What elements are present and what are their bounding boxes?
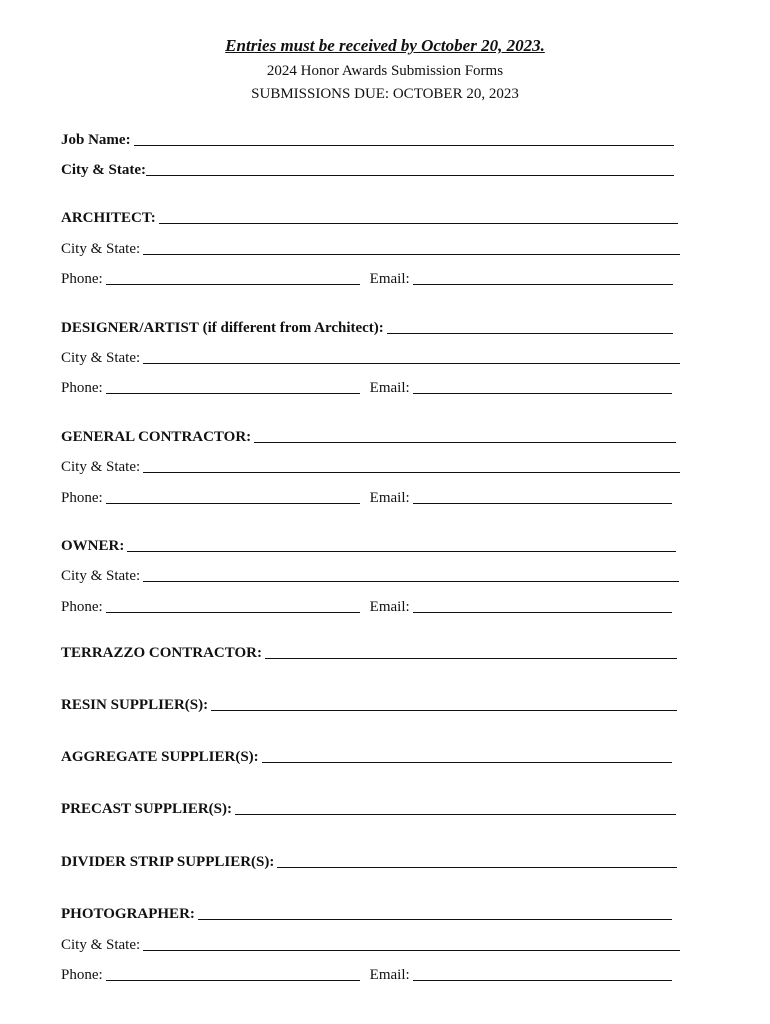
owner-contact-row [61, 594, 672, 616]
photographer-city-row [61, 932, 680, 954]
job-name-row [61, 127, 674, 149]
aggregate-row [61, 744, 672, 766]
designer-row [61, 315, 673, 337]
photographer-row [61, 901, 672, 923]
architect-city-row [61, 236, 680, 258]
resin-field[interactable] [211, 695, 677, 711]
resin-label: RESIN SUPPLIER(S): [61, 697, 209, 713]
gc-row [61, 424, 676, 446]
aggregate-label: AGGREGATE SUPPLIER(S): [61, 749, 259, 765]
designer-phone-label: Phone: [61, 380, 103, 396]
photographer-email-field[interactable] [413, 965, 672, 981]
gc-phone-field[interactable] [106, 488, 360, 504]
architect-row [61, 205, 678, 227]
designer-email-field[interactable] [413, 378, 672, 394]
designer-city-row [61, 345, 680, 367]
designer-phone-field[interactable] [106, 378, 360, 394]
job-name-field[interactable] [134, 130, 674, 146]
aggregate-field[interactable] [262, 747, 672, 763]
owner-phone-field[interactable] [106, 597, 360, 613]
architect-city-field[interactable] [143, 239, 680, 255]
terrazzo-label: TERRAZZO CONTRACTOR: [61, 645, 262, 661]
precast-field[interactable] [235, 799, 676, 815]
designer-field[interactable] [387, 318, 673, 334]
owner-email-label: Email: [369, 599, 410, 615]
photographer-label: PHOTOGRAPHER: [61, 906, 195, 922]
job-name-label: Job Name: [61, 132, 131, 148]
photographer-phone-label: Phone: [61, 967, 103, 983]
photographer-contact-row [61, 962, 672, 984]
gc-city-label: City & State: [61, 459, 141, 475]
resin-row [61, 692, 677, 714]
job-city-field[interactable] [146, 160, 674, 176]
owner-phone-label: Phone: [61, 599, 103, 615]
gc-email-field[interactable] [413, 488, 672, 504]
architect-phone-field[interactable] [106, 269, 360, 285]
photographer-city-label: City & State: [61, 937, 141, 953]
gc-field[interactable] [254, 427, 676, 443]
job-city-row [61, 157, 674, 179]
architect-phone-label: Phone: [61, 271, 103, 287]
terrazzo-field[interactable] [265, 643, 677, 659]
owner-field[interactable] [127, 536, 676, 552]
divider-row [61, 849, 677, 871]
architect-field[interactable] [159, 208, 678, 224]
deadline-notice: Entries must be received by October 20, 2023. [225, 36, 545, 55]
designer-city-label: City & State: [61, 350, 141, 366]
owner-city-field[interactable] [143, 566, 679, 582]
designer-note: (if different from Architect): [198, 320, 384, 336]
gc-phone-label: Phone: [61, 490, 103, 506]
submissions-due: SUBMISSIONS DUE: OCTOBER 20, 2023 [251, 86, 519, 102]
architect-email-label: Email: [369, 271, 410, 287]
gc-city-field[interactable] [143, 457, 680, 473]
designer-email-label: Email: [369, 380, 410, 396]
photographer-email-label: Email: [369, 967, 410, 983]
terrazzo-row [61, 640, 677, 662]
architect-label: ARCHITECT: [61, 210, 156, 226]
architect-city-label: City & State: [61, 241, 141, 257]
gc-label: GENERAL CONTRACTOR: [61, 429, 252, 445]
designer-label: DESIGNER/ARTIST [61, 320, 199, 336]
gc-email-label: Email: [369, 490, 410, 506]
gc-contact-row [61, 485, 672, 507]
divider-field[interactable] [277, 852, 677, 868]
gc-city-row [61, 454, 680, 476]
designer-city-field[interactable] [143, 348, 680, 364]
form-subtitle: 2024 Honor Awards Submission Forms [266, 63, 504, 79]
precast-label: PRECAST SUPPLIER(S): [61, 801, 232, 817]
owner-email-field[interactable] [413, 597, 672, 613]
photographer-city-field[interactable] [143, 935, 680, 951]
owner-row [61, 533, 676, 555]
precast-row [61, 796, 676, 818]
photographer-phone-field[interactable] [106, 965, 360, 981]
divider-label: DIVIDER STRIP SUPPLIER(S): [61, 854, 275, 870]
architect-email-field[interactable] [413, 269, 673, 285]
owner-city-label: City & State: [61, 568, 141, 584]
job-city-label: City & State: [61, 162, 146, 178]
designer-contact-row [61, 375, 672, 397]
owner-city-row [61, 563, 679, 585]
architect-contact-row [61, 266, 673, 288]
photographer-field[interactable] [198, 904, 672, 920]
owner-label: OWNER: [61, 538, 125, 554]
